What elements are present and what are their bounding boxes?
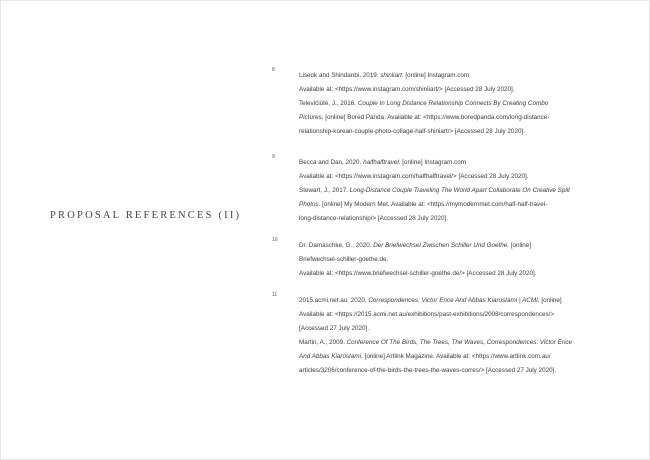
reference-title: shinliart. [380,72,404,79]
reference-title: Conference Of The Birds, The Trees, The Waves, Correspondences: Victor Erice [346,339,572,346]
reference-title: Pictures. [299,114,324,121]
reference-text: Stewart, J., 2017. [299,187,350,194]
reference-title: Long-Distance Couple Traveling The World Apart Collaborate On Creative Split [349,187,570,194]
reference-line [299,322,609,336]
reference-text: [online] Bored Panda. Available at: <https://www.boredpanda.com/long-distance- [323,114,550,121]
reference-line [299,125,609,139]
reference-lines [299,294,609,378]
reference-text: Televičiūtė, J., 2016. [299,100,358,107]
reference-number: 8 [272,67,275,73]
reference-text: Becca and Dan, 2020. [299,159,364,166]
reference-number: 11 [272,292,278,298]
reference-line [299,184,609,198]
reference-text: [online] [539,297,562,304]
page-heading: PROPOSAL REFERENCES (II) [50,210,242,221]
reference-lines [299,239,609,281]
reference-title: Couple In Long Distance Relationship Connects By Creating Combo [357,100,549,107]
reference-text: long-distance-relationship/> [Accessed 28 July 2020]. [299,215,448,222]
reference-line [299,239,609,253]
reference-text: 2015.acmi.net.au. 2020. [299,297,369,304]
reference-title: halfhalftravel. [363,159,401,166]
reference-text: [online] Instagram.com [403,72,470,79]
reference-line [299,294,609,308]
reference-text: [Accessed 27 July 2020]. [299,325,370,332]
reference-line [299,83,609,97]
reference-title: Der Briefwechsel Zwischen Schiller Und Goethe. [373,242,509,249]
reference-line [299,170,609,184]
reference-line [299,97,609,111]
reference-text: Available at: <https://www.instagram.com/shinliart/> [Accessed 28 July 2020]. [299,86,515,93]
reference-text: Briefwechsel-schiller-goethe.de. [299,256,389,263]
reference-text: [online] Instagram.com [400,159,466,166]
reference-line [299,111,609,125]
reference-line [299,253,609,267]
reference-text: Liseok and Shindanbi, 2019. [299,72,381,79]
reference-text: articles/3206/conference-of-the-birds-the-trees-the-waves-corres/> [Accessed 27 July 2020]. [299,367,557,374]
reference-title: And Abbas Kiarostami. [299,353,363,360]
reference-text: Dr. Damaschke, G., 2020. [299,242,374,249]
reference-lines [299,69,609,139]
reference-text: Available at: <https://www.briefwechsel-schiller-goethe.de/> [Accessed 28 July 2020]. [299,270,537,277]
reference-text: Available at: <https://2015.acmi.net.au/exhibitions/past-exhibitions/2008/correspondences/> [299,311,555,318]
reference-text: Martin, A., 2009. [299,339,347,346]
reference-line [299,308,609,322]
reference-lines [299,156,609,226]
reference-text: [online] [509,242,532,249]
reference-line [299,212,609,226]
reference-title: Correspondences: Victor Erice And Abbas Kiarostami | ACMI. [368,297,540,304]
reference-line [299,69,609,83]
reference-text: [online] My Modern Met. Available at: <https://mymodernmet.com/half-half-travel- [320,201,548,208]
reference-line [299,198,609,212]
reference-number: 9 [272,154,275,160]
reference-line [299,156,609,170]
reference-line [299,267,609,281]
reference-line [299,364,609,378]
reference-line [299,350,609,364]
reference-number: 10 [272,237,278,243]
reference-title: Photos. [299,201,321,208]
reference-text: [online] Artlink Magazine. Available at: <https://www.artlink.com.au/ [362,353,551,360]
reference-line [299,336,609,350]
reference-text: relationship-korean-couple-photo-collage-half-shiniart/> [Accessed 28 July 2020]. [299,128,525,135]
reference-text: Available at: <https://www.instagram.com/halfhalftravel/> [Accessed 28 July 2020]. [299,173,529,180]
